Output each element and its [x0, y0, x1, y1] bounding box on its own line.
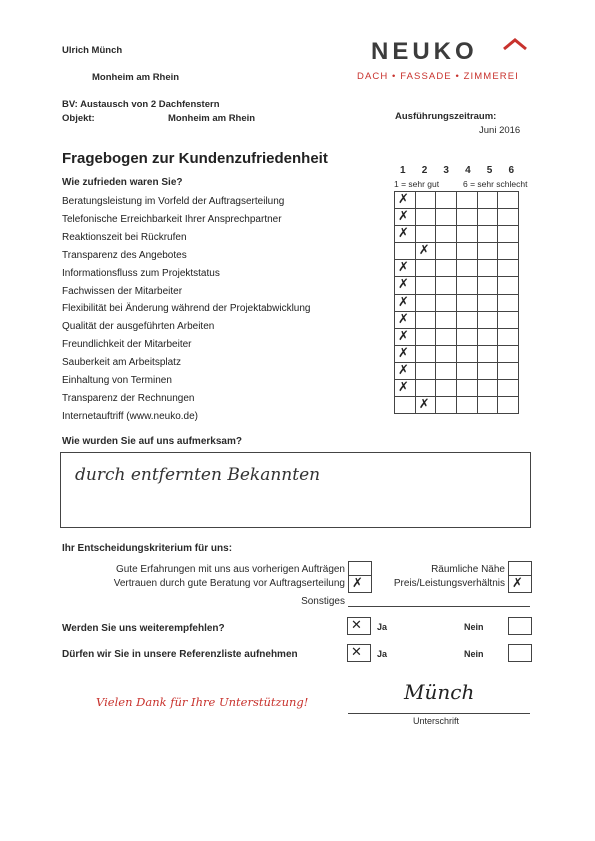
- question-label: Fachwissen der Mitarbeiter: [62, 285, 183, 297]
- company-logo: [371, 38, 478, 66]
- rating-cell[interactable]: [477, 397, 498, 414]
- empfehlen-ja-checkbox[interactable]: [347, 617, 371, 635]
- rating-cell[interactable]: [477, 345, 498, 362]
- rating-row: [395, 209, 519, 226]
- rating-cell[interactable]: [498, 362, 519, 379]
- rating-cell[interactable]: [457, 311, 478, 328]
- rating-cell[interactable]: [457, 226, 478, 243]
- rating-cell[interactable]: [457, 362, 478, 379]
- vertrauen-label: Vertrauen durch gute Beratung vor Auftragserteilung: [113, 578, 345, 589]
- question-label: Internetauftriff (www.neuko.de): [62, 410, 198, 422]
- rating-cell[interactable]: [477, 311, 498, 328]
- rating-row: [395, 362, 519, 379]
- rating-cell[interactable]: [457, 260, 478, 277]
- rating-cell[interactable]: [457, 192, 478, 209]
- rating-cell[interactable]: [477, 209, 498, 226]
- gute-erfahrungen-label: Gute Erfahrungen mit uns aus vorherigen Aufträgen: [115, 564, 345, 575]
- empfehlen-ja-label: Ja: [377, 622, 388, 632]
- rating-cell[interactable]: [436, 345, 457, 362]
- rating-cell[interactable]: [436, 260, 457, 277]
- scale-number: 2: [421, 165, 428, 176]
- rating-cell[interactable]: [498, 277, 519, 294]
- rating-cell[interactable]: [436, 209, 457, 226]
- rating-grid: [394, 191, 519, 414]
- rating-cell[interactable]: [436, 226, 457, 243]
- empfehlen-nein-checkbox[interactable]: [508, 617, 532, 635]
- check-mark-icon: ✗: [398, 380, 409, 396]
- rating-cell[interactable]: [415, 243, 436, 260]
- rating-cell[interactable]: [477, 243, 498, 260]
- question-label: Reaktionszeit bei Rückrufen: [62, 231, 187, 243]
- rating-cell[interactable]: [395, 192, 416, 209]
- check-mark-icon: ✗: [398, 311, 409, 327]
- check-mark-icon: ✗: [398, 209, 409, 225]
- referenz-ja-label: Ja: [377, 649, 388, 659]
- signature-label: Unterschrift: [413, 716, 460, 726]
- rating-row: [395, 243, 519, 260]
- rating-row: [395, 328, 519, 345]
- question-label: Flexibilität bei Änderung während der Projektabwicklung: [62, 303, 311, 315]
- rating-cell[interactable]: [415, 328, 436, 345]
- rating-cell[interactable]: [415, 397, 436, 414]
- aufmerksam-answer-box[interactable]: [60, 452, 531, 528]
- rating-cell[interactable]: [395, 226, 416, 243]
- check-mark-icon: ✗: [398, 192, 409, 207]
- rating-cell[interactable]: [477, 328, 498, 345]
- rating-cell[interactable]: [415, 380, 436, 397]
- rating-cell[interactable]: [395, 328, 416, 345]
- referenz-ja-checkbox[interactable]: [347, 644, 371, 662]
- rating-cell[interactable]: [415, 260, 436, 277]
- form-title: Fragebogen zur Kundenzufriedenheit: [62, 150, 328, 167]
- rating-cell[interactable]: [436, 311, 457, 328]
- logo-tagline: DACH • FASSADE • ZIMMEREI: [357, 71, 519, 82]
- check-mark-icon: ✗: [352, 576, 363, 591]
- customer-city: Monheim am Rhein: [92, 72, 180, 83]
- rating-cell[interactable]: [415, 209, 436, 226]
- question-label: Transparenz der Rechnungen: [62, 392, 195, 404]
- rating-cell[interactable]: [477, 362, 498, 379]
- satisfaction-question: Wie zufrieden waren Sie?: [62, 177, 183, 188]
- question-label: Beratungsleistung im Vorfeld der Auftragserteilung: [62, 196, 285, 207]
- rating-cell[interactable]: [395, 209, 416, 226]
- rating-cell[interactable]: [395, 397, 416, 414]
- logo-text: NEUKO: [371, 38, 478, 65]
- rating-row: [395, 397, 519, 414]
- signature: Münch: [404, 680, 475, 704]
- question-label: Telefonische Erreichbarkeit Ihrer Ansprechpartner: [62, 213, 282, 225]
- roof-icon: [502, 37, 528, 59]
- rating-cell[interactable]: [457, 397, 478, 414]
- question-label: Sauberkeit am Arbeitsplatz: [62, 357, 181, 369]
- scale-number: 6: [508, 165, 515, 176]
- vertrauen-checkbox[interactable]: [348, 575, 372, 593]
- thanks-text: Vielen Dank für Ihre Unterstützung!: [96, 695, 309, 709]
- sonstiges-label: Sonstiges: [301, 596, 345, 607]
- rating-cell[interactable]: [457, 328, 478, 345]
- question-label: Transparenz des Angebotes: [62, 249, 187, 261]
- rating-cell[interactable]: [436, 328, 457, 345]
- rating-cell[interactable]: [395, 311, 416, 328]
- referenz-nein-checkbox[interactable]: [508, 644, 532, 662]
- rating-cell[interactable]: [395, 243, 416, 260]
- check-mark-icon: ✕: [351, 645, 362, 660]
- zeitraum-value: Juni 2016: [479, 125, 521, 136]
- rating-row: [395, 380, 519, 397]
- rating-row: [395, 226, 519, 243]
- rating-cell[interactable]: [457, 277, 478, 294]
- scale-low-label: 1 = sehr gut: [394, 179, 440, 189]
- rating-cell[interactable]: [477, 294, 498, 311]
- rating-cell[interactable]: [477, 277, 498, 294]
- question-label: Qualität der ausgeführten Arbeiten: [62, 321, 215, 333]
- empfehlen-question: Werden Sie uns weiterempfehlen?: [62, 623, 225, 634]
- rating-cell[interactable]: [477, 192, 498, 209]
- rating-cell[interactable]: [457, 380, 478, 397]
- rating-cell[interactable]: [415, 294, 436, 311]
- preis-checkbox[interactable]: [508, 575, 532, 593]
- scale-number: 3: [443, 165, 449, 176]
- objekt-label: Objekt:: [62, 113, 95, 124]
- rating-cell[interactable]: [477, 260, 498, 277]
- question-label: Freundlichkeit der Mitarbeiter: [62, 339, 192, 351]
- rating-cell[interactable]: [457, 209, 478, 226]
- referenz-question: Dürfen wir Sie in unsere Referenzliste aufnehmen: [62, 649, 298, 660]
- zeitraum-label: Ausführungszeitraum:: [395, 111, 497, 122]
- check-mark-icon: ✗: [418, 397, 430, 413]
- rating-cell[interactable]: [457, 294, 478, 311]
- rating-cell[interactable]: [436, 380, 457, 397]
- rating-cell[interactable]: [498, 243, 519, 260]
- rating-cell[interactable]: [498, 260, 519, 277]
- preis-label: Preis/Leistungsverhältnis: [393, 578, 505, 589]
- rating-cell[interactable]: [395, 294, 416, 311]
- rating-cell[interactable]: [457, 243, 478, 260]
- rating-cell[interactable]: [415, 226, 436, 243]
- rating-cell[interactable]: [498, 192, 519, 209]
- rating-cell[interactable]: [395, 362, 416, 379]
- rating-cell[interactable]: [436, 192, 457, 209]
- rating-cell[interactable]: [436, 362, 457, 379]
- rating-cell[interactable]: [436, 294, 457, 311]
- rating-cell[interactable]: [498, 328, 519, 345]
- check-mark-icon: ✗: [418, 243, 430, 259]
- rating-cell[interactable]: [395, 380, 416, 397]
- question-label: Informationsfluss zum Projektstatus: [62, 267, 220, 279]
- rating-cell[interactable]: [477, 380, 498, 397]
- rating-cell[interactable]: [498, 226, 519, 243]
- empfehlen-nein-label: Nein: [464, 622, 484, 632]
- aufmerksam-answer: durch entfernten Bekannten: [75, 465, 321, 485]
- rating-cell[interactable]: [415, 362, 436, 379]
- check-mark-icon: ✗: [398, 226, 409, 242]
- objekt-value: Monheim am Rhein: [168, 113, 256, 124]
- rating-row: [395, 260, 519, 277]
- check-mark-icon: ✗: [398, 277, 409, 293]
- sonstiges-line[interactable]: [348, 606, 530, 607]
- rating-row: [395, 311, 519, 328]
- customer-name: Ulrich Münch: [62, 45, 123, 56]
- rating-row: [395, 277, 519, 294]
- rating-cell[interactable]: [395, 345, 416, 362]
- check-mark-icon: ✕: [351, 618, 362, 633]
- bv-line: BV: Austausch von 2 Dachfenstern: [62, 99, 220, 110]
- rating-cell[interactable]: [415, 345, 436, 362]
- rating-row: [395, 345, 519, 362]
- scale-high-label: 6 = sehr schlecht: [463, 179, 528, 189]
- rating-row: [395, 192, 519, 209]
- rating-cell[interactable]: [415, 277, 436, 294]
- check-mark-icon: ✗: [398, 362, 409, 378]
- aufmerksam-question: Wie wurden Sie auf uns aufmerksam?: [62, 436, 242, 447]
- raeumliche-naehe-label: Räumliche Nähe: [431, 564, 505, 575]
- signature-line[interactable]: [348, 713, 530, 714]
- referenz-nein-label: Nein: [464, 649, 484, 659]
- question-label: Einhaltung von Terminen: [62, 375, 172, 386]
- rating-cell[interactable]: [477, 226, 498, 243]
- rating-cell[interactable]: [395, 260, 416, 277]
- rating-row: [395, 294, 519, 311]
- rating-cell[interactable]: [415, 192, 436, 209]
- scale-number: 4: [465, 165, 471, 176]
- check-mark-icon: ✗: [512, 576, 523, 591]
- check-mark-icon: ✗: [398, 328, 409, 344]
- rating-cell[interactable]: [436, 243, 457, 260]
- rating-cell[interactable]: [436, 277, 457, 294]
- check-mark-icon: ✗: [398, 260, 409, 276]
- rating-cell[interactable]: [498, 380, 519, 397]
- kriterium-heading: Ihr Entscheidungskriterium für uns:: [62, 543, 233, 554]
- rating-cell[interactable]: [457, 345, 478, 362]
- rating-cell[interactable]: [395, 277, 416, 294]
- rating-cell[interactable]: [498, 345, 519, 362]
- rating-cell[interactable]: [498, 294, 519, 311]
- scale-number: 1: [400, 165, 406, 176]
- check-mark-icon: ✗: [398, 294, 409, 310]
- scale-number: 5: [486, 165, 493, 176]
- rating-cell[interactable]: [498, 209, 519, 226]
- rating-cell[interactable]: [436, 397, 457, 414]
- check-mark-icon: ✗: [398, 345, 409, 361]
- rating-cell[interactable]: [498, 311, 519, 328]
- rating-cell[interactable]: [498, 397, 519, 414]
- rating-cell[interactable]: [415, 311, 436, 328]
